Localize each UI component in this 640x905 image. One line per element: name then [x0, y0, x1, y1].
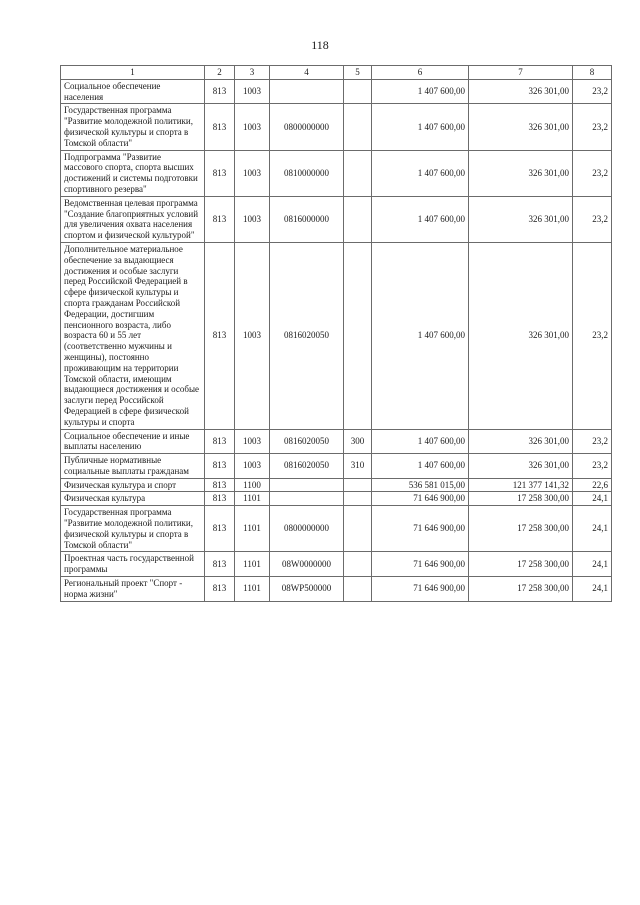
section-code-cell: 1003	[235, 429, 270, 454]
expense-type-cell: 310	[344, 454, 372, 479]
row-name-cell: Социальное обеспечение населения	[61, 79, 205, 104]
table-row	[61, 492, 612, 506]
row-name-cell: Публичные нормативные социальные выплаты гражданам	[61, 454, 205, 479]
target-article-cell: 0816020050	[270, 454, 344, 479]
row-name-cell: Физическая культура	[61, 492, 205, 506]
target-article-cell	[270, 79, 344, 104]
approved-amount-cell: 1 407 600,00	[372, 196, 469, 242]
table-row	[61, 429, 612, 454]
execution-percent-cell: 23,2	[573, 429, 612, 454]
executed-amount-cell: 17 258 300,00	[469, 577, 573, 602]
expense-type-cell	[344, 104, 372, 150]
target-article-cell: 0816020050	[270, 429, 344, 454]
executed-amount-cell: 326 301,00	[469, 150, 573, 196]
ministry-code-cell: 813	[205, 429, 235, 454]
approved-amount-cell: 71 646 900,00	[372, 506, 469, 552]
table-row	[61, 196, 612, 242]
approved-amount-cell: 1 407 600,00	[372, 429, 469, 454]
section-code-cell: 1003	[235, 104, 270, 150]
table-row	[61, 552, 612, 577]
executed-amount-cell: 17 258 300,00	[469, 506, 573, 552]
execution-percent-cell: 23,2	[573, 104, 612, 150]
row-name-cell: Социальное обеспечение и иные выплаты населению	[61, 429, 205, 454]
expense-type-cell	[344, 196, 372, 242]
approved-amount-cell: 71 646 900,00	[372, 492, 469, 506]
execution-percent-cell: 23,2	[573, 79, 612, 104]
section-code-cell: 1003	[235, 242, 270, 429]
approved-amount-cell: 71 646 900,00	[372, 552, 469, 577]
section-code-cell: 1101	[235, 492, 270, 506]
expense-type-cell	[344, 150, 372, 196]
section-code-cell: 1101	[235, 552, 270, 577]
table-row	[61, 506, 612, 552]
section-code-cell: 1100	[235, 478, 270, 492]
execution-percent-cell: 24,1	[573, 577, 612, 602]
column-header-2: 2	[205, 66, 235, 80]
expense-type-cell	[344, 506, 372, 552]
execution-percent-cell: 24,1	[573, 552, 612, 577]
target-article-cell: 0800000000	[270, 506, 344, 552]
budget-table	[60, 65, 612, 602]
row-name-cell: Подпрограмма "Развитие массового спорта, спорта высших достижений и системы подготовки спортивного резерва"	[61, 150, 205, 196]
table-row	[61, 150, 612, 196]
column-header-5: 5	[344, 66, 372, 80]
section-code-cell: 1101	[235, 577, 270, 602]
ministry-code-cell: 813	[205, 454, 235, 479]
executed-amount-cell: 326 301,00	[469, 104, 573, 150]
approved-amount-cell: 1 407 600,00	[372, 242, 469, 429]
section-code-cell: 1003	[235, 79, 270, 104]
ministry-code-cell: 813	[205, 104, 235, 150]
column-header-1: 1	[61, 66, 205, 80]
ministry-code-cell: 813	[205, 577, 235, 602]
target-article-cell: 0800000000	[270, 104, 344, 150]
table-row	[61, 577, 612, 602]
row-name-cell: Проектная часть государственной программы	[61, 552, 205, 577]
table-row	[61, 104, 612, 150]
table-row	[61, 242, 612, 429]
page-number: 118	[311, 38, 329, 52]
table-row	[61, 478, 612, 492]
row-name-cell: Ведомственная целевая программа "Создание благоприятных условий для увеличения охвата населения спортом и физической культурой"	[61, 196, 205, 242]
column-header-4: 4	[270, 66, 344, 80]
expense-type-cell	[344, 478, 372, 492]
approved-amount-cell: 1 407 600,00	[372, 104, 469, 150]
row-name-cell: Государственная программа "Развитие молодежной политики, физической культуры и спорта в Томской области"	[61, 506, 205, 552]
ministry-code-cell: 813	[205, 492, 235, 506]
column-header-3: 3	[235, 66, 270, 80]
target-article-cell: 08WP500000	[270, 577, 344, 602]
target-article-cell: 0816000000	[270, 196, 344, 242]
executed-amount-cell: 326 301,00	[469, 242, 573, 429]
execution-percent-cell: 23,2	[573, 150, 612, 196]
target-article-cell: 08W0000000	[270, 552, 344, 577]
target-article-cell: 0810000000	[270, 150, 344, 196]
approved-amount-cell: 1 407 600,00	[372, 454, 469, 479]
execution-percent-cell: 24,1	[573, 506, 612, 552]
table-row	[61, 79, 612, 104]
column-header-7: 7	[469, 66, 573, 80]
ministry-code-cell: 813	[205, 150, 235, 196]
section-code-cell: 1003	[235, 454, 270, 479]
section-code-cell: 1101	[235, 506, 270, 552]
column-header-6: 6	[372, 66, 469, 80]
approved-amount-cell: 71 646 900,00	[372, 577, 469, 602]
column-header-8: 8	[573, 66, 612, 80]
ministry-code-cell: 813	[205, 196, 235, 242]
ministry-code-cell: 813	[205, 552, 235, 577]
execution-percent-cell: 23,2	[573, 196, 612, 242]
expense-type-cell	[344, 492, 372, 506]
ministry-code-cell: 813	[205, 242, 235, 429]
approved-amount-cell: 1 407 600,00	[372, 150, 469, 196]
executed-amount-cell: 326 301,00	[469, 196, 573, 242]
ministry-code-cell: 813	[205, 506, 235, 552]
row-name-cell: Дополнительное материальное обеспечение за выдающиеся достижения и особые заслуги перед Российской Федерацией в сфере физической культуры и спорта гражданам Российской Федерации, достигшим пенсионного возраста, либо возраста 60 и 55 лет (соответственно мужчины и женщины), постоянно проживающим на территории Томской области, имеющим выдающиеся достижения и особые заслуги перед Российской Федерацией в сфере физической культуры и спорта	[61, 242, 205, 429]
executed-amount-cell: 121 377 141,32	[469, 478, 573, 492]
execution-percent-cell: 24,1	[573, 492, 612, 506]
header-row	[61, 66, 612, 80]
row-name-cell: Физическая культура и спорт	[61, 478, 205, 492]
section-code-cell: 1003	[235, 196, 270, 242]
expense-type-cell: 300	[344, 429, 372, 454]
expense-type-cell	[344, 577, 372, 602]
executed-amount-cell: 326 301,00	[469, 429, 573, 454]
row-name-cell: Региональный проект "Спорт - норма жизни"	[61, 577, 205, 602]
target-article-cell	[270, 478, 344, 492]
expense-type-cell	[344, 552, 372, 577]
execution-percent-cell: 22,6	[573, 478, 612, 492]
execution-percent-cell: 23,2	[573, 242, 612, 429]
execution-percent-cell: 23,2	[573, 454, 612, 479]
approved-amount-cell: 536 581 015,00	[372, 478, 469, 492]
approved-amount-cell: 1 407 600,00	[372, 79, 469, 104]
expense-type-cell	[344, 242, 372, 429]
target-article-cell	[270, 492, 344, 506]
ministry-code-cell: 813	[205, 478, 235, 492]
section-code-cell: 1003	[235, 150, 270, 196]
executed-amount-cell: 17 258 300,00	[469, 552, 573, 577]
executed-amount-cell: 17 258 300,00	[469, 492, 573, 506]
expense-type-cell	[344, 79, 372, 104]
executed-amount-cell: 326 301,00	[469, 79, 573, 104]
target-article-cell: 0816020050	[270, 242, 344, 429]
row-name-cell: Государственная программа "Развитие молодежной политики, физической культуры и спорта в Томской области"	[61, 104, 205, 150]
table-row	[61, 454, 612, 479]
ministry-code-cell: 813	[205, 79, 235, 104]
executed-amount-cell: 326 301,00	[469, 454, 573, 479]
